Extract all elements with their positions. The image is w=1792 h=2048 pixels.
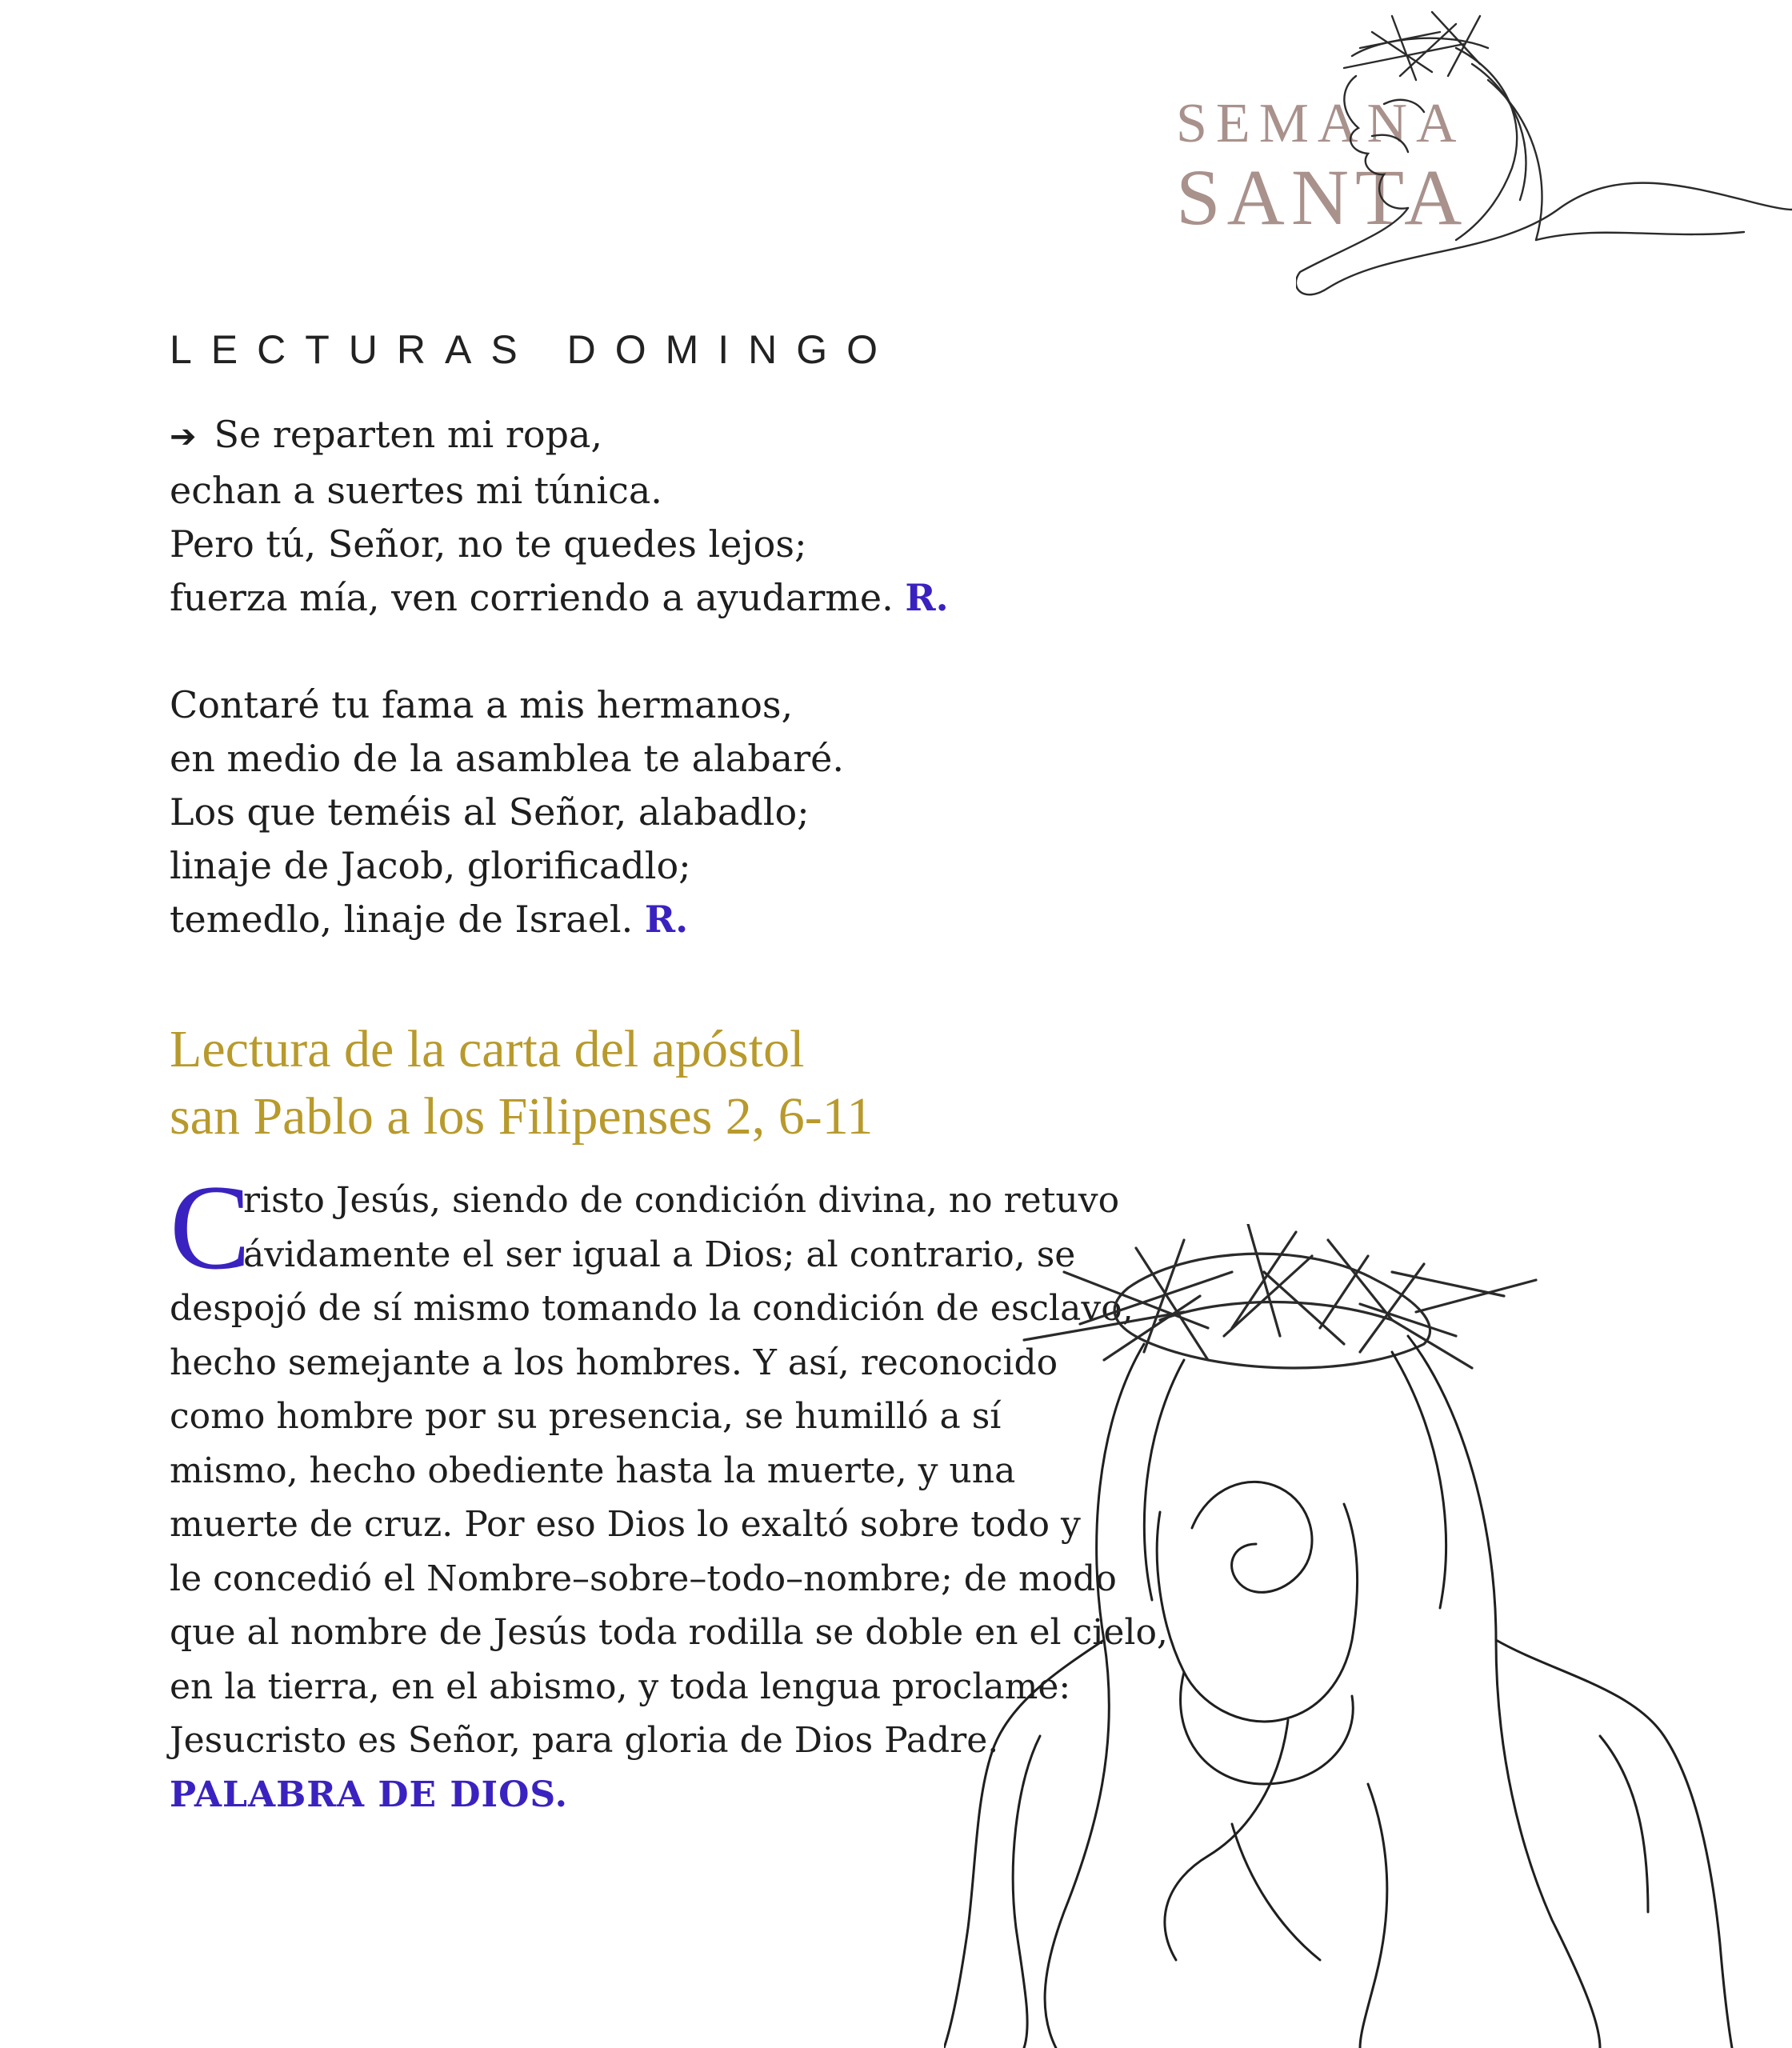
jesus-crown-of-thorns-sketch-icon: [944, 1224, 1792, 2048]
drop-cap: C: [170, 1160, 251, 1294]
reading-line: ávidamente el ser igual a Dios; al contrario, se: [243, 1234, 1076, 1275]
psalm-line: fuerza mía, ven corriendo a ayudarme. R.: [170, 576, 949, 619]
response-marker: R.: [644, 898, 689, 941]
section-title: LECTURAS DOMINGO: [170, 327, 898, 372]
reading-line: muerte de cruz. Por eso Dios lo exaltó sobre todo y: [170, 1504, 1081, 1545]
reading-title: [170, 1016, 873, 1150]
reading-line: risto Jesús, siendo de condición divina, no retuvo: [243, 1180, 1120, 1221]
reading-title-line-2: san Pablo a los Filipenses 2, 6-11: [170, 1087, 874, 1146]
closing-acclamation: PALABRA DE DIOS.: [170, 1774, 568, 1815]
brand-word-semana: SEMANA: [1176, 93, 1466, 154]
psalm-stanza-2: [170, 678, 844, 946]
psalm-line: echan a suertes mi túnica.: [170, 469, 662, 512]
psalm-line: linaje de Jacob, glorificadlo;: [170, 844, 691, 887]
reading-line: como hombre por su presencia, se humilló a sí: [170, 1396, 1002, 1437]
psalm-line: Contaré tu fama a mis hermanos,: [170, 683, 794, 726]
reading-line: mismo, hecho obediente hasta la muerte, y una: [170, 1450, 1016, 1491]
psalm-line: Pero tú, Señor, no te quedes lejos;: [170, 522, 807, 566]
crowned-face-sketch-icon: [1296, 0, 1792, 320]
psalm-line: temedlo, linaje de Israel. R.: [170, 898, 689, 941]
reading-line: en la tierra, en el abismo, y toda lengua proclame:: [170, 1666, 1071, 1707]
psalm-line: en medio de la asamblea te alabaré.: [170, 737, 844, 780]
reading-line: que al nombre de Jesús toda rodilla se doble en el cielo,: [170, 1612, 1168, 1653]
response-marker: R.: [905, 576, 949, 619]
psalm-line: ➔ Se reparten mi ropa,: [170, 413, 603, 456]
reading-line: despojó de sí mismo tomando la condición de esclavo,: [170, 1288, 1134, 1329]
arrow-right-icon: ➔: [170, 418, 197, 455]
psalm-stanza-1: [170, 408, 949, 625]
reading-line: Jesucristo es Señor, para gloria de Dios Padre.: [170, 1720, 999, 1761]
reading-line: hecho semejante a los hombres. Y así, reconocido: [170, 1342, 1058, 1383]
brand-word-santa: SANTA: [1176, 153, 1469, 242]
psalm-line: Los que teméis al Señor, alabadlo;: [170, 790, 810, 834]
reading-line: le concedió el Nombre–sobre–todo–nombre; de modo: [170, 1558, 1117, 1599]
reading-title-line-1: Lectura de la carta del apóstol: [170, 1020, 805, 1078]
